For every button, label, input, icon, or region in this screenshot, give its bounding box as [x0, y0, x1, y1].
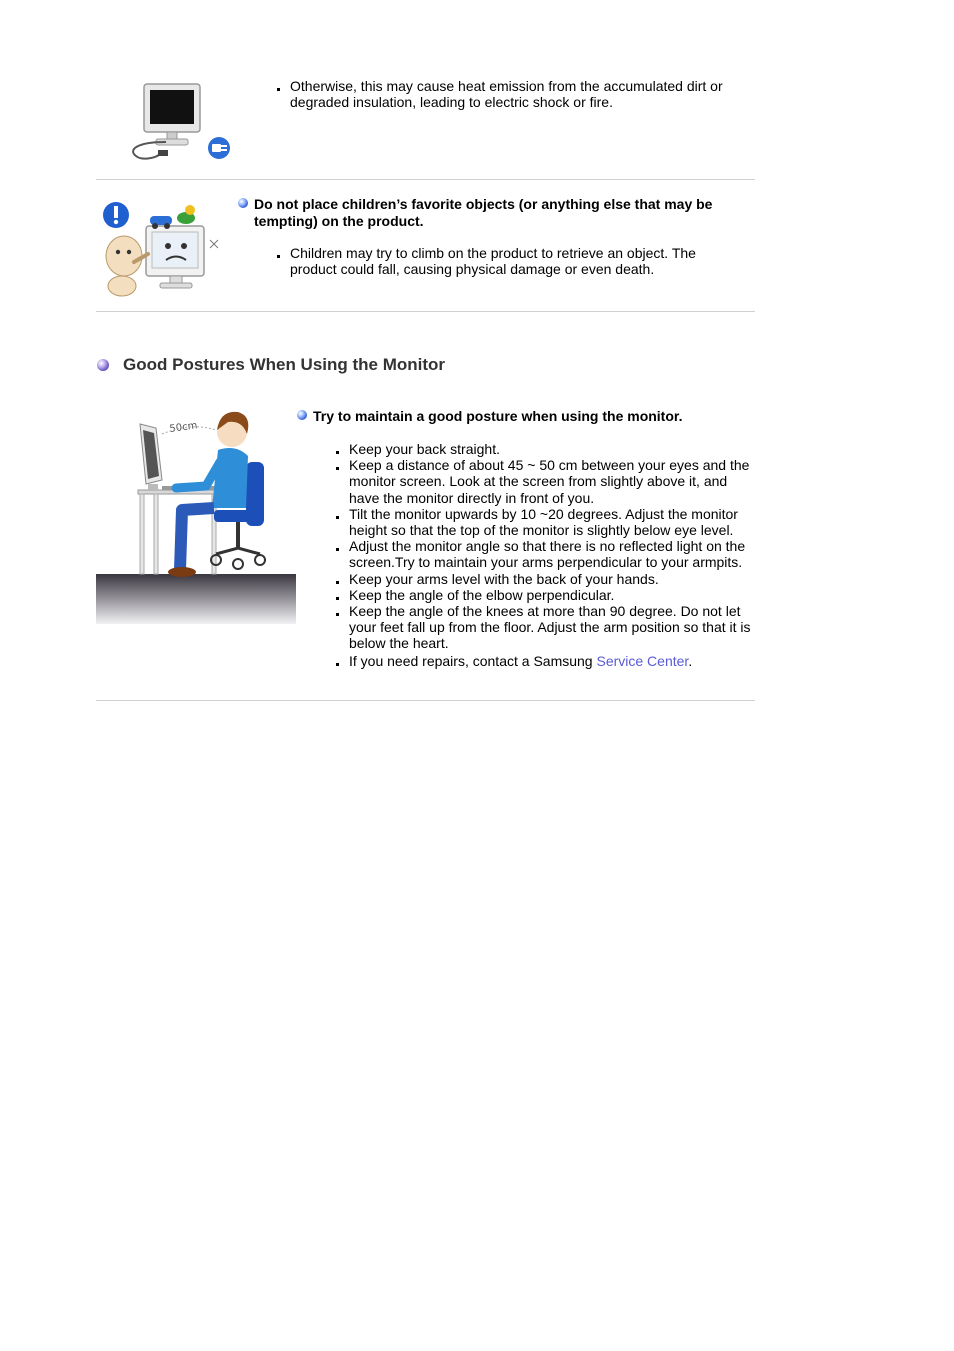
monitor-unplug-icon	[126, 82, 236, 164]
list-item: Children may try to climb on the product to retrieve an object. The product could fall, causing physical damage or even death.	[276, 245, 746, 277]
repair-text-prefix: If you need repairs, contact a Samsung	[349, 652, 597, 669]
distance-label: 50cm	[168, 420, 199, 435]
posture-illustration	[96, 404, 296, 624]
service-center-link[interactable]: Service Center	[596, 652, 689, 669]
list-item: Keep your back straight.	[335, 441, 755, 457]
posture-title: Try to maintain a good posture when using the monitor.	[313, 408, 683, 424]
repair-text-suffix: .	[688, 652, 693, 669]
list-item: Otherwise, this may cause heat emission from the accumulated dirt or degraded insulation, leading to electric shock or fire.	[276, 78, 746, 110]
posture-illustration-icon	[96, 404, 296, 624]
section2-title: Do not place children’s favorite objects (or anything else that may be tempting) on the product.	[254, 196, 713, 229]
child-warning-illustration	[100, 200, 226, 298]
monitor-unplug-illustration	[126, 82, 236, 164]
list-item: Adjust the monitor angle so that there is no reflected light on the screen.Try to maintain your arms perpendicular to your armpits.	[335, 538, 755, 570]
warning-child-icon	[100, 200, 226, 298]
posture-bullet-list	[335, 441, 755, 669]
heading-orb-icon	[97, 359, 109, 371]
separator	[96, 700, 755, 701]
list-item: Keep the angle of the knees at more than 90 degree. Do not let your feet fall up from the floor. Adjust the arm position so that it is below the heart.	[335, 603, 755, 652]
section-heading: Good Postures When Using the Monitor	[123, 355, 446, 374]
bullet-orb-icon	[297, 410, 307, 420]
list-item: Keep the angle of the elbow perpendicular.	[335, 587, 755, 603]
list-item	[335, 653, 755, 669]
separator	[96, 179, 755, 180]
list-item: Keep a distance of about 45 ~ 50 cm between your eyes and the monitor screen. Look at the screen from slightly above it, and have the monitor directly in front of you.	[335, 457, 755, 506]
bullet-orb-icon	[238, 198, 248, 208]
section1-bullet-list	[276, 78, 746, 110]
separator	[96, 311, 755, 312]
list-item: Tilt the monitor upwards by 10 ~20 degrees. Adjust the monitor height so that the top of the monitor is slightly below eye level.	[335, 506, 755, 538]
list-item: Keep your arms level with the back of your hands.	[335, 571, 755, 587]
section2-bullet-list	[276, 245, 746, 277]
